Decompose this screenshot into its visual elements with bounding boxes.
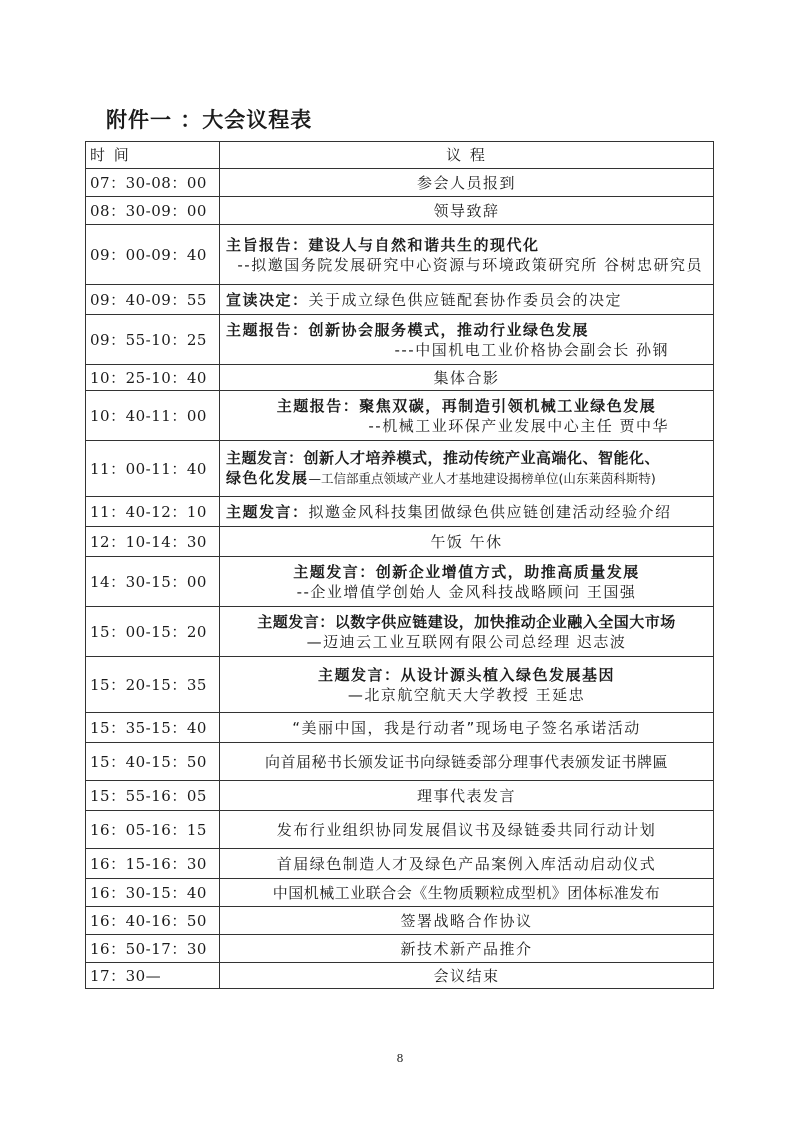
agenda-cell: 午饭 午休 [220, 527, 714, 557]
time-cell: 16：40-16：50 [86, 907, 220, 935]
agenda-speaker: --拟邀国务院发展研究中心资源与环境政策研究所 谷树忠研究员 [237, 255, 703, 274]
table-row [86, 879, 714, 907]
time-cell: 12：10-14：30 [86, 527, 220, 557]
table-row [86, 365, 714, 391]
time-cell: 10：40-11：00 [86, 391, 220, 441]
time-cell: 14：30-15：00 [86, 557, 220, 607]
agenda-cell [220, 391, 714, 441]
agenda-cell: 中国机械工业联合会《生物质颗粒成型机》团体标准发布 [220, 879, 714, 907]
agenda-cell: 签署战略合作协议 [220, 907, 714, 935]
time-cell: 16：05-16：15 [86, 811, 220, 849]
agenda-cell [220, 225, 714, 285]
agenda-cell: 理事代表发言 [220, 781, 714, 811]
agenda-cell: “美丽中国，我是行动者”现场电子签名承诺活动 [220, 713, 714, 743]
agenda-cell [220, 285, 714, 315]
time-cell: 08：30-09：00 [86, 197, 220, 225]
table-row [86, 557, 714, 607]
agenda-lead: 主题报告：聚焦双碳，再制造引领机械工业绿色发展 [276, 396, 657, 415]
time-cell: 16：50-17：30 [86, 935, 220, 963]
time-cell: 15：20-15：35 [86, 657, 220, 713]
agenda-lead: 主题发言： [226, 502, 309, 521]
table-row [86, 849, 714, 879]
time-cell: 15：35-15：40 [86, 713, 220, 743]
time-cell: 16：15-16：30 [86, 849, 220, 879]
agenda-cell: 新技术新产品推介 [220, 935, 714, 963]
agenda-lead: 主题发言：创新企业增值方式，助推高质量发展 [293, 562, 640, 581]
agenda-text: 关于成立绿色供应链配套协作委员会的决定 [308, 290, 623, 309]
page-number: 8 [396, 1052, 404, 1065]
table-row [86, 225, 714, 285]
agenda-cell [220, 557, 714, 607]
table-row [86, 811, 714, 849]
agenda-cell: 向首届秘书长颁发证书向绿链委部分理事代表颁发证书牌匾 [220, 743, 714, 781]
table-row [86, 497, 714, 527]
time-cell: 09：55-10：25 [86, 315, 220, 365]
agenda-cell: 参会人员报到 [220, 169, 714, 197]
time-cell: 15：55-16：05 [86, 781, 220, 811]
agenda-cell [220, 497, 714, 527]
page-title: 附件一 ：大会议程表 [106, 108, 313, 132]
table-row [86, 907, 714, 935]
table-row [86, 713, 714, 743]
agenda-lead: 主题发言：创新人才培养模式，推动传统产业高端化、智能化、 [226, 449, 661, 467]
time-column-header: 时 间 [86, 142, 220, 169]
time-cell: 15：40-15：50 [86, 743, 220, 781]
time-cell: 11：40-12：10 [86, 497, 220, 527]
agenda-speaker: —北京航空航天大学教授 王延忠 [347, 685, 586, 704]
agenda-speaker: --企业增值学创始人 金风科技战略顾问 王国强 [296, 582, 637, 601]
agenda-lead: 主题报告：创新协会服务模式，推动行业绿色发展 [226, 320, 590, 339]
table-row [86, 657, 714, 713]
agenda-lead: 主题发言：从设计源头植入绿色发展基因 [317, 665, 615, 684]
table-row [86, 315, 714, 365]
agenda-lead: 主旨报告：建设人与自然和谐共生的现代化 [226, 235, 540, 254]
agenda-text: 拟邀金风科技集团做绿色供应链创建活动经验介绍 [308, 502, 672, 521]
table-row [86, 197, 714, 225]
table-row [86, 743, 714, 781]
agenda-speaker: ---中国机电工业价格协会副会长 孙钢 [394, 340, 669, 359]
agenda-speaker: —工信部重点领域产业人才基地建设揭榜单位(山东莱茵科斯特) [308, 471, 656, 486]
agenda-cell [220, 441, 714, 497]
table-row [86, 527, 714, 557]
table-row [86, 441, 714, 497]
time-cell: 09：40-09：55 [86, 285, 220, 315]
agenda-cell: 发布行业组织协同发展倡议书及绿链委共同行动计划 [220, 811, 714, 849]
table-row [86, 963, 714, 989]
agenda-cell [220, 657, 714, 713]
agenda-lead-continued: 绿色化发展 [226, 469, 309, 487]
table-row [86, 607, 714, 657]
agenda-speaker: —迈迪云工业互联网有限公司总经理 迟志波 [306, 632, 627, 651]
agenda-lead: 宣读决定： [226, 290, 309, 309]
agenda-cell: 领导致辞 [220, 197, 714, 225]
agenda-column-header: 议 程 [220, 142, 714, 169]
time-cell: 09：00-09：40 [86, 225, 220, 285]
table-row [86, 935, 714, 963]
agenda-lead: 主题发言：以数字供应链建设，加快推动企业融入全国大市场 [257, 612, 676, 631]
time-cell: 15：00-15：20 [86, 607, 220, 657]
agenda-cell [220, 315, 714, 365]
table-row [86, 781, 714, 811]
agenda-cell: 集体合影 [220, 365, 714, 391]
time-cell: 10：25-10：40 [86, 365, 220, 391]
table-header-row [86, 142, 714, 169]
time-cell: 11：00-11：40 [86, 441, 220, 497]
table-row [86, 391, 714, 441]
time-cell: 07：30-08：00 [86, 169, 220, 197]
time-cell: 17：30— [86, 963, 220, 989]
time-cell: 16：30-15：40 [86, 879, 220, 907]
agenda-table [85, 141, 714, 989]
table-row [86, 169, 714, 197]
agenda-speaker: --机械工业环保产业发展中心主任 贾中华 [368, 416, 669, 435]
table-row [86, 285, 714, 315]
agenda-cell: 会议结束 [220, 963, 714, 989]
agenda-cell [220, 607, 714, 657]
agenda-cell: 首届绿色制造人才及绿色产品案例入库活动启动仪式 [220, 849, 714, 879]
